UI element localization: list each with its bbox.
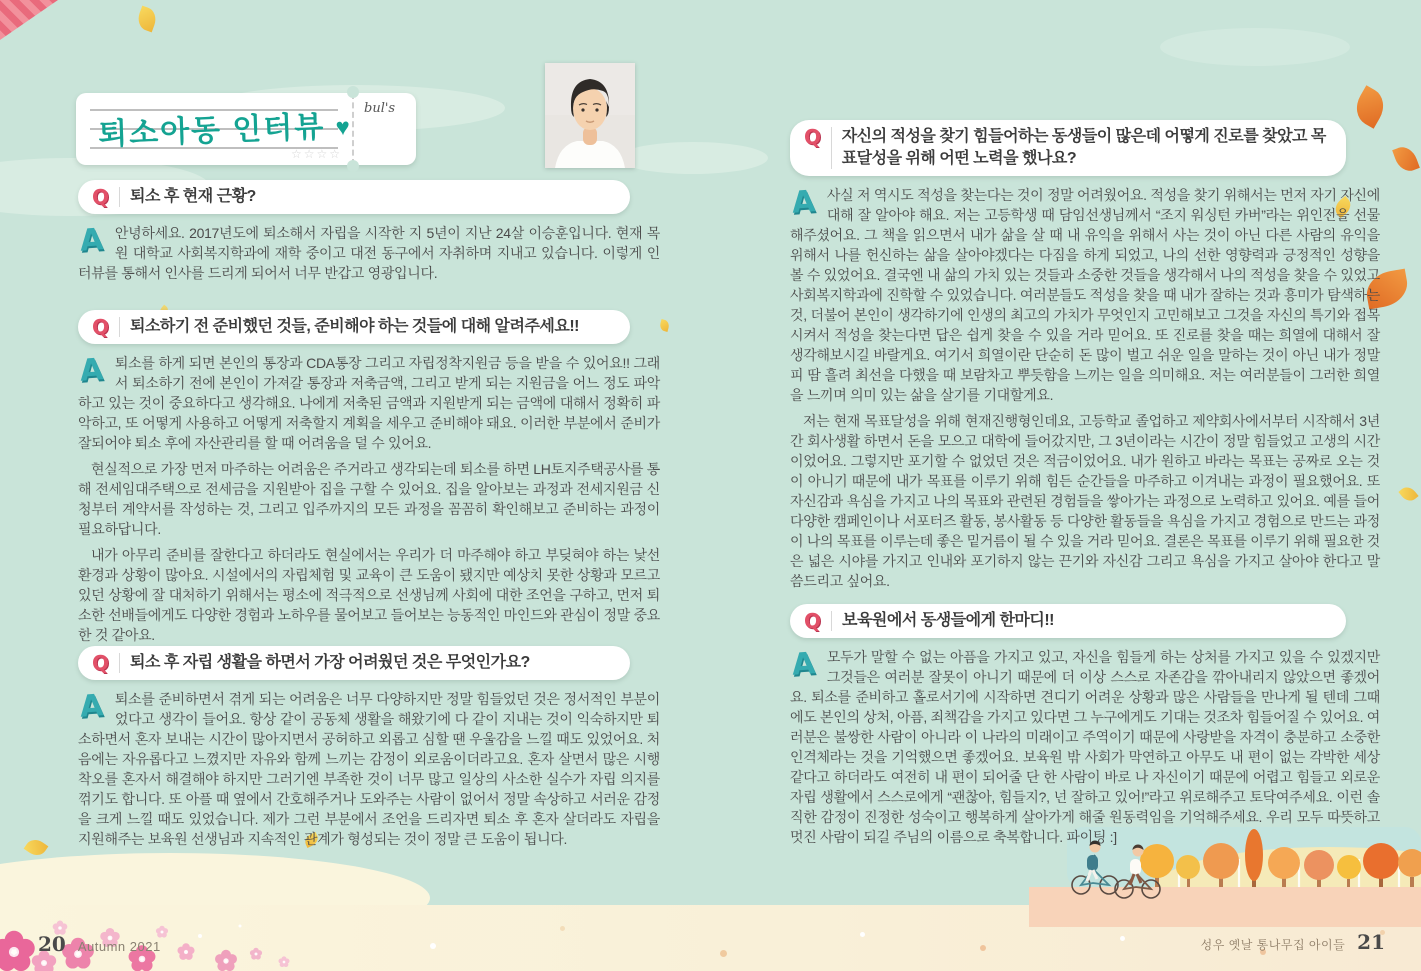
- answer-block: [78, 223, 660, 283]
- question-banner: [790, 120, 1346, 176]
- q-icon: Q: [92, 651, 110, 675]
- a-icon: A: [790, 646, 817, 683]
- left-page-footer: [38, 932, 161, 956]
- answer-text: 사실 저 역시도 적성을 찾는다는 것이 정말 어려웠어요. 적성을 찾기 위해서는 먼저 자기 자신에 대해 잘 알아야 해요. 저는 고등학생 때 담임선생님께서 “조지 워싱턴 카버”라는 위인전을 선물해주셨어요. 그 책을 읽으면서 내가 삶을 살 때 내 유익을 위해서 사는 것이 아닌 다른 사람의 유익을 위해서 나를 헌신하는 삶을 살아야겠다는 다짐을 하게 되었고, 나의 선한 영향력과 긍정적인 성향을 볼 수 있었어요. 결국엔 내 삶의 가치 있는 것들과 소중한 것들을 생각해서 나의 적성을 찾을 수 있었고 사회복지학과에 진학할 수 있었습니다. 여러분들도 적성을 찾을 때 내가 잘하는 것과 흥미가 탐색하는 것, 더불어 본인이 생각하기에 인생의 최고의 가치가 무엇인지 고민해보고 그것을 자신의 특기와 접목시켜서 적성을 찾는다면 답은 쉽게 찾을 수 있을 거라 믿어요. 또 진로를 찾을 때는 희열에 대해서 잘 생각해보시길 바랄게요. 여기서 희열이란 단순히 돈 많이 벌고 쉬운 일을 말하는 것이 아닌 내가 정말 피 땀 흘려 최선을 다했을 때 보람차고 뿌듯함을 느끼는 일을 의미해요. 저는 여러분들이 그러한 희열을 느끼며 의미 있는 삶을 살기를 기대할게요.: [790, 187, 1380, 403]
- star-rating-icons: ☆☆☆☆: [290, 147, 342, 161]
- q-icon: Q: [804, 125, 822, 149]
- dot: [980, 945, 986, 951]
- question-text: 퇴소 후 현재 근황?: [130, 188, 256, 205]
- title-ticket-main: [76, 93, 352, 165]
- q-icon: Q: [804, 609, 822, 633]
- qa-section-difficulties: [78, 646, 660, 855]
- answer-paragraph: [78, 689, 660, 849]
- leaf-icon: [1398, 484, 1418, 505]
- answer-text: 퇴소를 준비하면서 겪게 되는 어려움은 너무 다양하지만 정말 힘들었던 것은 정서적인 부분이었다고 생각이 들어요. 항상 같이 공동체 생활을 해왔기에 다 같이 지내는 것이 익숙하지만 퇴소하면서 혼자 보내는 시간이 많아지면서 공허하고 외롭고 심할 땐 우울감을 느낄 때도 있었어요. 처음에는 자유롭다고 느꼈지만 자유와 함께 느끼는 감정이 외로움이더라고요. 혼자 살면서 많은 시행착오를 혼자서 해결해야 하지만 그러기엔 부족한 것이 너무 많고 일상의 사소한 실수가 자립 의지를 꺾기도 합니다. 또 아플 때 옆에서 간호해주거나 도와주는 사람이 없어서 정말 속상하고 서러운 감정을 크게 느낄 때도 있었습니다. 제가 그런 부분에서 조언을 드리자면 퇴소 후 혼자 살더라도 자립을 지원해주는 보육원 선생님과 지속적인 관계가 형성되는 것이 정말 큰 도움이 됩니다.: [78, 691, 660, 847]
- question-text: 퇴소 후 자립 생활을 하면서 가장 어려웠던 것은 무엇인가요?: [130, 654, 530, 671]
- answer-text: 퇴소를 하게 되면 본인의 통장과 CDA통장 그리고 자립정착지원금 등을 받을 수 있어요!! 그래서 퇴소하기 전에 본인이 가져갈 통장과 저축금액, 그리고 받게 되는 지원금을 어느 정도 파악하고 있는 것이 중요하다고 생각해요. 나에게 저축된 금액과 지원받게 되는 금액에 대해서 정확히 파악하고, 또 어떻게 사용하고 어떻게 저축할지 계획을 세우고 준비해야 돼요. 이러한 부분에서 준비가 잘되어야 퇴소 후에 자산관리를 할 때 어려움을 덜 수 있어요.: [78, 355, 660, 451]
- page-number: 21: [1357, 930, 1385, 954]
- answer-block: [78, 353, 660, 645]
- divider: [119, 187, 120, 207]
- answer-block: [790, 185, 1380, 591]
- answer-paragraph: 내가 아무리 준비를 잘한다고 하더라도 현실에서는 우리가 더 마주해야 하고 부딪혀야 하는 낯선 환경과 상황이 많아요. 시설에서의 자립체험 및 교육이 큰 도움이 됐지만 예상치 못한 상황과 모르고 있던 상황에 잘 대처하기 위해서는 평소에 적극적으로 선생님께 사회에 대한 조언을 구하고, 먼저 퇴소한 선배들에게도 다양한 경험과 노하우를 물어보고 들어보는 능동적인 마인드와 관심이 정말 중요한 것 같아요.: [78, 547, 660, 643]
- qa-section-preparation: [78, 310, 660, 651]
- title-ticket-stub: [352, 93, 416, 165]
- leaf-icon: [135, 6, 159, 33]
- q-icon: Q: [92, 315, 110, 339]
- a-icon: A: [78, 352, 105, 389]
- question-banner: [78, 310, 630, 344]
- ticket-notch: [347, 160, 359, 172]
- answer-paragraph: [790, 185, 1380, 405]
- answer-paragraph: 저는 현재 목표달성을 위해 현재진행형인데요, 고등학교 졸업하고 제약회사에서부터 시작해서 3년간 회사생활 하면서 돈을 모으고 대학에 들어갔지만, 그 3년이라는 시간이 정말 힘들었고 고생의 시간이었어요. 그렇지만 포기할 수 없었던 것은 적금이었어요. 내가 원하고 바라는 목표는 공짜로 오는 것이 아니기 때문에 내가 목표를 이루기 위해 힘든 순간들을 마주하고 이겨내는 과정이 필요했어요. 또 자신감과 욕심을 가지고 나의 목표와 관련된 경험들을 쌓아가는 과정으로 노력하고 있어요. 예를 들어 다양한 캠페인이나 서포터즈 활동, 봉사활동 등 다양한 활동들을 욕심을 가지고 경험으로 만드는 과정이 나의 목표를 이루는데 좋은 밑거름이 될 수 있을 거라 믿어요. 결론은 목표를 이루기 위해 필요한 것은 넓은 시야를 가지고 인내와 포기하지 않는 끈기와 자신감 그리고 욕심을 가지고 살아야 한다고 말씀드리고 싶어요.: [790, 413, 1380, 589]
- divider: [119, 317, 120, 337]
- a-icon: A: [78, 222, 105, 259]
- interviewee-photo-illustration: [545, 63, 635, 168]
- cloud: [618, 142, 768, 174]
- divider: [831, 127, 832, 169]
- publication-label: 성우 옛날 통나무집 아이들: [1200, 938, 1346, 952]
- answer-paragraph: [78, 223, 660, 283]
- qa-section-current-status: [78, 180, 660, 289]
- question-text: 보육원에서 동생들에게 한마디!!: [842, 612, 1054, 629]
- page-number: 20: [38, 932, 66, 956]
- dot: [560, 926, 565, 931]
- a-icon: A: [78, 688, 105, 725]
- page-title-text: 퇴소아동 인터뷰: [97, 110, 326, 152]
- ticket-stub-label: bul's: [364, 101, 396, 116]
- leaf-icon: [1392, 143, 1420, 174]
- right-page-footer: [1201, 930, 1385, 954]
- answer-paragraph: [790, 647, 1380, 847]
- dot: [1120, 936, 1125, 941]
- divider: [119, 653, 120, 673]
- qa-section-career: [790, 120, 1380, 597]
- answer-text: 안녕하세요. 2017년도에 퇴소해서 자립을 시작한 지 5년이 지난 24살 이승훈입니다. 현재 목원 대학교 사회복지학과에 재학 중이고 대전 동구에서 자취하며 지내고 있습니다. 이렇게 인터뷰를 통해서 인사를 드리게 되어서 너무 반갑고 영광입니다.: [78, 225, 660, 281]
- dot: [860, 932, 865, 937]
- dot: [430, 943, 436, 949]
- heart-icon: ♥: [335, 113, 353, 142]
- qa-section-message: [790, 604, 1380, 853]
- issue-label: Autumn 2021: [77, 939, 161, 954]
- answer-text: 모두가 말할 수 없는 아픔을 가지고 있고, 자신을 힘들게 하는 상처를 가지고 있을 수 있겠지만 그것들은 여러분 잘못이 아니기 때문에 더 이상 스스로 자존감을 깎아내리지 않았으면 좋겠어요. 퇴소를 준비하고 홀로서기에 시작하면 견디기 어려운 상황과 많은 사람들을 만나게 될 텐데 그때에도 본인의 상처, 아픔, 죄책감을 가지고 있다면 그 누구에게도 기대는 것조차 힘들어질 수 있어요. 여러분은 불쌍한 사람이 아니라 이 나라의 미래이고 주역이기 때문에 사랑받을 자격이 충분하고 소중한 인격체라는 것을 기억했으면 좋겠어요. 보육원 밖 사회가 막연하고 아무도 내 편이 없는 각박한 세상 같다고 하더라도 여전히 내 편이 되어줄 단 한 사람이 바로 나 자신이기 때문에 어렵고 힘들고 외로운 자립 생활에서 스스로에게 “괜찮아, 힘들지?, 넌 잘하고 있어!”라고 위로해주고 토닥여주세요. 이런 솔직한 감정이 진정한 성숙이고 행복하게 살아가게 해줄 원동력임을 기억해주세요. 우리 모두 따뜻하고 멋진 사람이 되길 주님의 이름으로 축복합니다. 파이팅 :]: [790, 649, 1380, 845]
- corner-ribbon: [0, 0, 58, 40]
- question-text: 퇴소하기 전 준비했던 것들, 준비해야 하는 것들에 대해 알려주세요!!: [130, 318, 579, 335]
- a-icon: A: [790, 184, 817, 221]
- page-title: [97, 101, 352, 154]
- answer-paragraph: 현실적으로 가장 먼저 마주하는 어려움은 주거라고 생각되는데 퇴소를 하면 LH토지주택공사를 통해 전세임대주택으로 전세금을 지원받아 집을 구할 수 있어요. 집을 알아보는 과정과 전세지원금 신청부터 계약서를 작성하는 것, 그리고 입주까지의 모든 과정을 꼼꼼히 확인해보고 준비하는 과정이 필요하답니다.: [78, 461, 660, 537]
- interviewee-photo: [545, 63, 635, 168]
- dot: [720, 950, 727, 957]
- leaf-icon: [24, 835, 49, 859]
- ticket-notch: [347, 86, 359, 98]
- title-banner: [76, 93, 416, 165]
- question-banner: [78, 646, 630, 680]
- question-banner: [78, 180, 630, 214]
- divider: [831, 611, 832, 631]
- question-banner: [790, 604, 1346, 638]
- cloud: [1160, 28, 1350, 66]
- answer-block: [790, 647, 1380, 847]
- answer-block: [78, 689, 660, 849]
- answer-paragraph: [78, 353, 660, 453]
- q-icon: Q: [92, 185, 110, 209]
- leaf-icon: [659, 319, 671, 332]
- question-text: 자신의 적성을 찾기 힘들어하는 동생들이 많은데 어떻게 진로를 찾았고 목표달성을 위해 어떤 노력을 했나요?: [841, 128, 1326, 167]
